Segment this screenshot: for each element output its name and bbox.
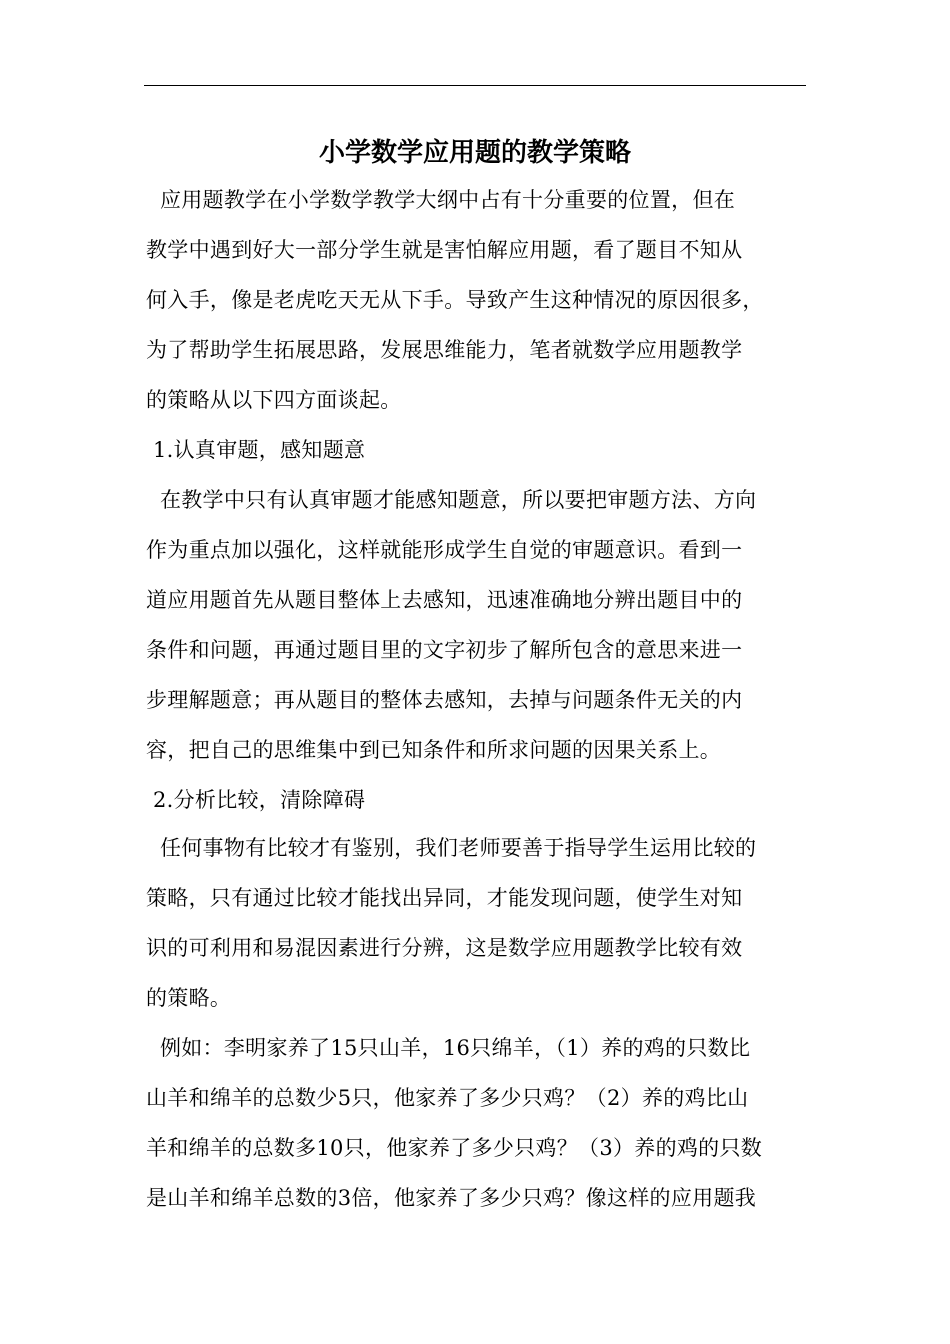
paragraph-line: 何入手，像是老虎吃天无从下手。导致产生这种情况的原因很多， <box>146 288 764 312</box>
paragraph-line: 策略，只有通过比较才能找出异同，才能发现问题，使学生对知 <box>146 886 743 910</box>
paragraph-line: 教学中遇到好大一部分学生就是害怕解应用题，看了题目不知从 <box>146 238 743 262</box>
paragraph-line: 作为重点加以强化，这样就能形成学生自觉的审题意识。看到一 <box>146 538 743 562</box>
paragraph-line: 为了帮助学生拓展思路，发展思维能力，笔者就数学应用题教学 <box>146 338 743 362</box>
header-rule <box>144 85 806 86</box>
paragraph-line: 道应用题首先从题目整体上去感知，迅速准确地分辨出题目中的 <box>146 588 743 612</box>
paragraph-line: 的策略从以下四方面谈起。 <box>146 388 402 412</box>
paragraph-line: 是山羊和绵羊总数的3倍，他家养了多少只鸡？像这样的应用题我 <box>146 1186 757 1210</box>
paragraph-line: 山羊和绵羊的总数少5只，他家养了多少只鸡？（2）养的鸡比山 <box>146 1086 749 1110</box>
paragraph-line: 识的可利用和易混因素进行分辨，这是数学应用题教学比较有效 <box>146 936 743 960</box>
paragraph-line: 例如：李明家养了15只山羊，16只绵羊，（1）养的鸡的只数比 <box>146 1036 751 1060</box>
paragraph-line: 应用题教学在小学数学教学大纲中占有十分重要的位置，但在 <box>146 188 736 212</box>
paragraph-line: 容，把自己的思维集中到已知条件和所求问题的因果关系上。 <box>146 738 722 762</box>
paragraph-line: 步理解题意；再从题目的整体去感知，去掉与问题条件无关的内 <box>146 688 743 712</box>
section-heading: 1.认真审题，感知题意 <box>146 438 366 462</box>
document-title: 小学数学应用题的教学策略 <box>318 138 631 168</box>
paragraph-line: 条件和问题，再通过题目里的文字初步了解所包含的意思来进一 <box>146 638 743 662</box>
paragraph-line: 任何事物有比较才有鉴别，我们老师要善于指导学生运用比较的 <box>146 836 757 860</box>
paragraph-line: 的策略。 <box>146 986 232 1010</box>
paragraph-line: 羊和绵羊的总数多10只，他家养了多少只鸡？（3）养的鸡的只数 <box>146 1136 763 1160</box>
paragraph-line: 在教学中只有认真审题才能感知题意，所以要把审题方法、方向 <box>146 488 757 512</box>
section-heading: 2.分析比较，清除障碍 <box>146 788 366 812</box>
